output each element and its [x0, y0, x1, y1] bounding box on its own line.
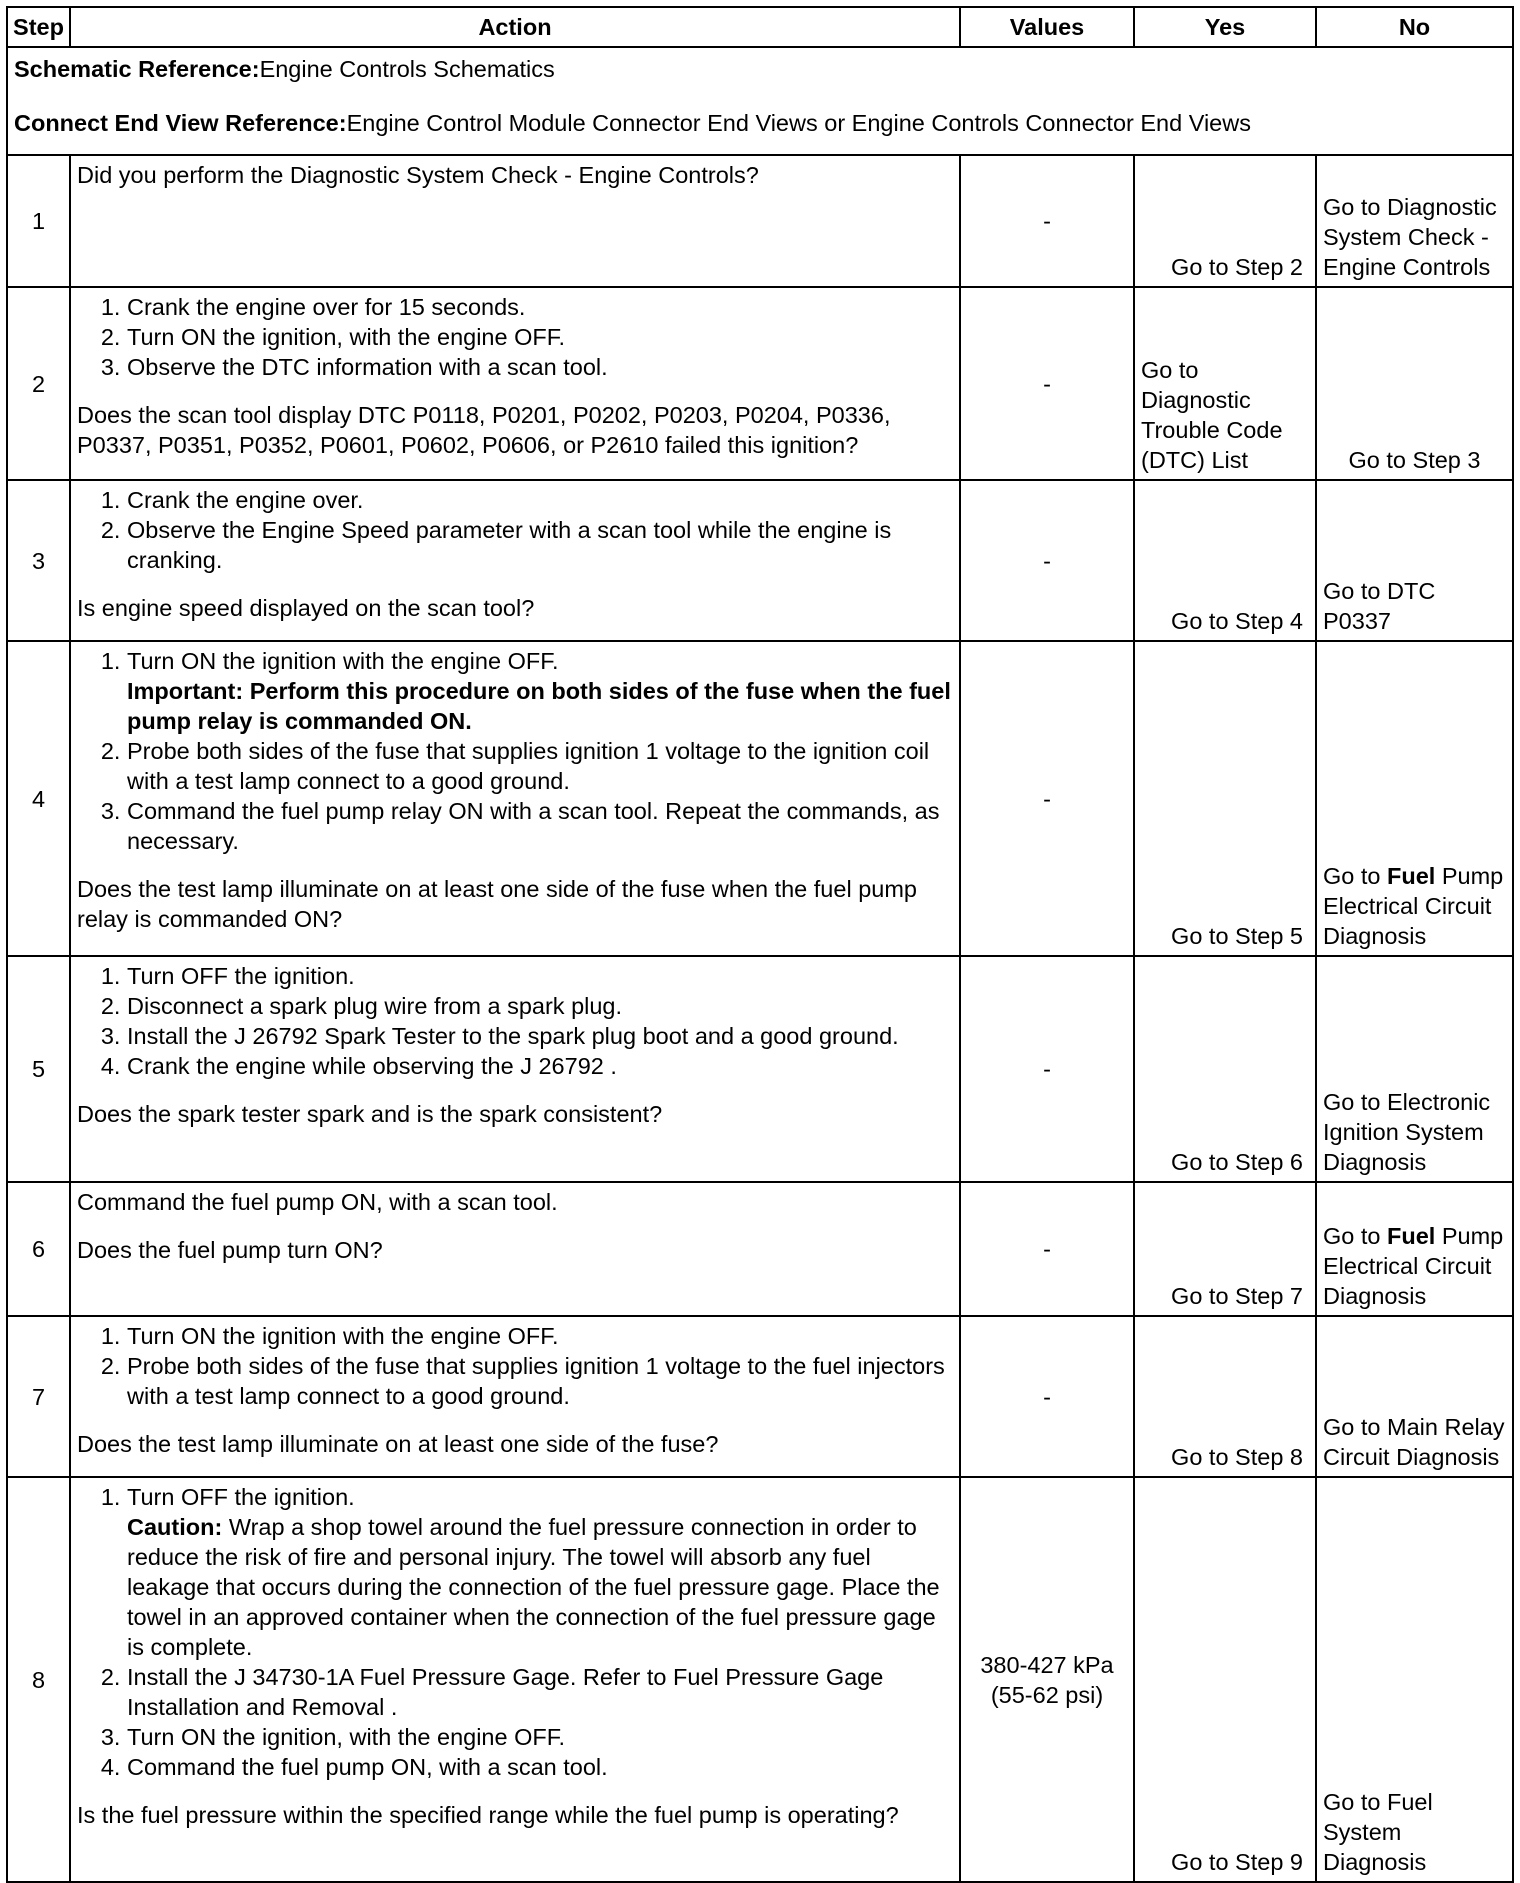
step-number: 2: [7, 287, 70, 480]
diagnostic-table-container: [6, 6, 1512, 1883]
no-prefix: Go to: [1323, 863, 1388, 889]
action-item: 2. Disconnect a spark plug wire from a spark plug.: [127, 991, 953, 1021]
reference-cell: [7, 47, 1513, 155]
action-item: [127, 1482, 953, 1662]
step-number: 6: [7, 1182, 70, 1316]
action-list: [77, 485, 953, 575]
action-list: [77, 961, 953, 1081]
step-number: 1: [7, 155, 70, 287]
no-cell: Go to Fuel System Diagnosis: [1316, 1477, 1513, 1882]
header-no: No: [1316, 7, 1513, 47]
values-line: 380-427 kPa: [980, 1651, 1114, 1678]
action-question: Does the fuel pump turn ON?: [77, 1237, 383, 1263]
action-question: Does the spark tester spark and is the spark consistent?: [77, 1101, 663, 1127]
action-item: 3. Install the J 26792 Spark Tester to the spark plug boot and a good ground.: [127, 1021, 953, 1051]
important-label: Important:: [127, 678, 244, 704]
header-action: Action: [70, 7, 960, 47]
yes-cell: Go to Step 7: [1134, 1182, 1316, 1316]
connector-reference: [14, 108, 1506, 138]
action-list: [77, 1482, 953, 1782]
action-item: 2. Probe both sides of the fuse that supplies ignition 1 voltage to the fuel injectors with a test lamp connect to a good ground.: [127, 1351, 953, 1411]
action-item: 1. Turn ON the ignition with the engine OFF.: [127, 1321, 953, 1351]
values-cell: -: [960, 480, 1134, 641]
action-item: 2. Observe the Engine Speed parameter with a scan tool while the engine is cranking.: [127, 515, 953, 575]
action-question: Is engine speed displayed on the scan tool?: [77, 595, 535, 621]
diagnostic-table: [6, 6, 1514, 1883]
step-number: 3: [7, 480, 70, 641]
values-line: (55-62 psi): [990, 1681, 1104, 1708]
action-list: [77, 646, 953, 856]
action-item: 4. Crank the engine while observing the J 26792 .: [127, 1051, 953, 1081]
action-question: Does the test lamp illuminate on at least one side of the fuse when the fuel pump relay is commanded ON?: [77, 876, 917, 932]
values-cell: -: [960, 155, 1134, 287]
action-text: Command the fuel pump ON, with a scan tool.: [77, 1189, 558, 1215]
no-rest: Pump Electrical Circuit Diagnosis: [1323, 1223, 1504, 1309]
no-cell: Go to DTC P0337: [1316, 480, 1513, 641]
yes-cell: Go to Diagnostic Trouble Code (DTC) List: [1134, 287, 1316, 480]
caution-label: Caution:: [127, 1514, 223, 1540]
table-row: [7, 641, 1513, 956]
action-question: Does the scan tool display DTC P0118, P0201, P0202, P0203, P0204, P0336, P0337, P0351, P0352, P0601, P0602, P0606, or P2610 failed this ignition?: [77, 402, 891, 458]
reference-row: [7, 47, 1513, 155]
step-number: 4: [7, 641, 70, 956]
header-yes: Yes: [1134, 7, 1316, 47]
step-number: 8: [7, 1477, 70, 1882]
action-item: 1. Crank the engine over.: [127, 485, 953, 515]
action-cell: [70, 287, 960, 480]
no-prefix: Go to: [1323, 1223, 1388, 1249]
yes-cell: Go to Step 9: [1134, 1477, 1316, 1882]
no-cell: Go to Diagnostic System Check - Engine Controls: [1316, 155, 1513, 287]
action-list: [77, 1321, 953, 1411]
action-list: [77, 292, 953, 382]
yes-cell: Go to Step 8: [1134, 1316, 1316, 1477]
table-row: [7, 1316, 1513, 1477]
action-question: Does the test lamp illuminate on at least one side of the fuse?: [77, 1431, 719, 1457]
table-row: [7, 1477, 1513, 1882]
action-item: 3. Turn ON the ignition, with the engine OFF.: [127, 1722, 953, 1752]
header-values: Values: [960, 7, 1134, 47]
action-item: [127, 646, 953, 736]
action-item-text: Turn ON the ignition with the engine OFF.: [127, 648, 559, 674]
values-cell: -: [960, 641, 1134, 956]
no-cell: Go to Main Relay Circuit Diagnosis: [1316, 1316, 1513, 1477]
no-cell: Go to Electronic Ignition System Diagnosis: [1316, 956, 1513, 1182]
action-question: Is the fuel pressure within the specified range while the fuel pump is operating?: [77, 1802, 899, 1828]
important-text: Perform this procedure on both sides of the fuse when the fuel pump relay is commanded ON.: [127, 678, 951, 734]
values-cell: -: [960, 287, 1134, 480]
step-number: 5: [7, 956, 70, 1182]
action-item: 2. Probe both sides of the fuse that supplies ignition 1 voltage to the ignition coil with a test lamp connect to a good ground.: [127, 736, 953, 796]
caution-note: [127, 1512, 953, 1662]
values-cell: -: [960, 1182, 1134, 1316]
yes-cell: Go to Step 5: [1134, 641, 1316, 956]
table-row: [7, 956, 1513, 1182]
caution-text: Wrap a shop towel around the fuel pressure connection in order to reduce the risk of fire and personal injury. The towel will absorb any fuel leakage that occurs during the connection of the fuel pressure gage. Place the towel in an approved container when the connection of the fuel pressure gage is complete.: [127, 1514, 940, 1660]
table-row: [7, 480, 1513, 641]
action-item: 3. Observe the DTC information with a scan tool.: [127, 352, 953, 382]
yes-cell: Go to Step 4: [1134, 480, 1316, 641]
action-cell: [70, 1182, 960, 1316]
action-cell: [70, 480, 960, 641]
header-row: [7, 7, 1513, 47]
action-cell: [70, 641, 960, 956]
action-text: Did you perform the Diagnostic System Check - Engine Controls?: [77, 162, 759, 188]
action-item: 2. Turn ON the ignition, with the engine OFF.: [127, 322, 953, 352]
action-item: 2. Install the J 34730-1A Fuel Pressure Gage. Refer to Fuel Pressure Gage Installation and Removal .: [127, 1662, 953, 1722]
action-cell: [70, 155, 960, 287]
header-step: Step: [7, 7, 70, 47]
action-item: 4. Command the fuel pump ON, with a scan tool.: [127, 1752, 953, 1782]
action-item: 1. Turn OFF the ignition.: [127, 961, 953, 991]
important-note: [127, 676, 953, 736]
step-number: 7: [7, 1316, 70, 1477]
yes-cell: Go to Step 6: [1134, 956, 1316, 1182]
no-bold: Fuel: [1387, 1223, 1436, 1249]
connector-reference-value: Engine Control Module Connector End Views or Engine Controls Connector End Views: [346, 110, 1251, 136]
no-cell: [1316, 641, 1513, 956]
table-row: [7, 1182, 1513, 1316]
action-item: 3. Command the fuel pump relay ON with a scan tool. Repeat the commands, as necessary.: [127, 796, 953, 856]
action-item-text: Turn OFF the ignition.: [127, 1484, 355, 1510]
action-cell: [70, 1477, 960, 1882]
yes-cell: Go to Step 2: [1134, 155, 1316, 287]
action-item: 1. Crank the engine over for 15 seconds.: [127, 292, 953, 322]
no-bold: Fuel: [1387, 863, 1436, 889]
values-cell: -: [960, 1316, 1134, 1477]
table-row: [7, 155, 1513, 287]
action-cell: [70, 1316, 960, 1477]
schematic-reference-label: Schematic Reference:: [14, 56, 260, 82]
no-cell: [1316, 1182, 1513, 1316]
schematic-reference: [14, 54, 1506, 84]
table-row: [7, 287, 1513, 480]
no-cell: Go to Step 3: [1316, 287, 1513, 480]
values-cell: [960, 1477, 1134, 1882]
schematic-reference-value: Engine Controls Schematics: [259, 56, 555, 82]
values-cell: -: [960, 956, 1134, 1182]
action-cell: [70, 956, 960, 1182]
no-rest: Pump Electrical Circuit Diagnosis: [1323, 863, 1504, 949]
connector-reference-label: Connect End View Reference:: [14, 110, 347, 136]
